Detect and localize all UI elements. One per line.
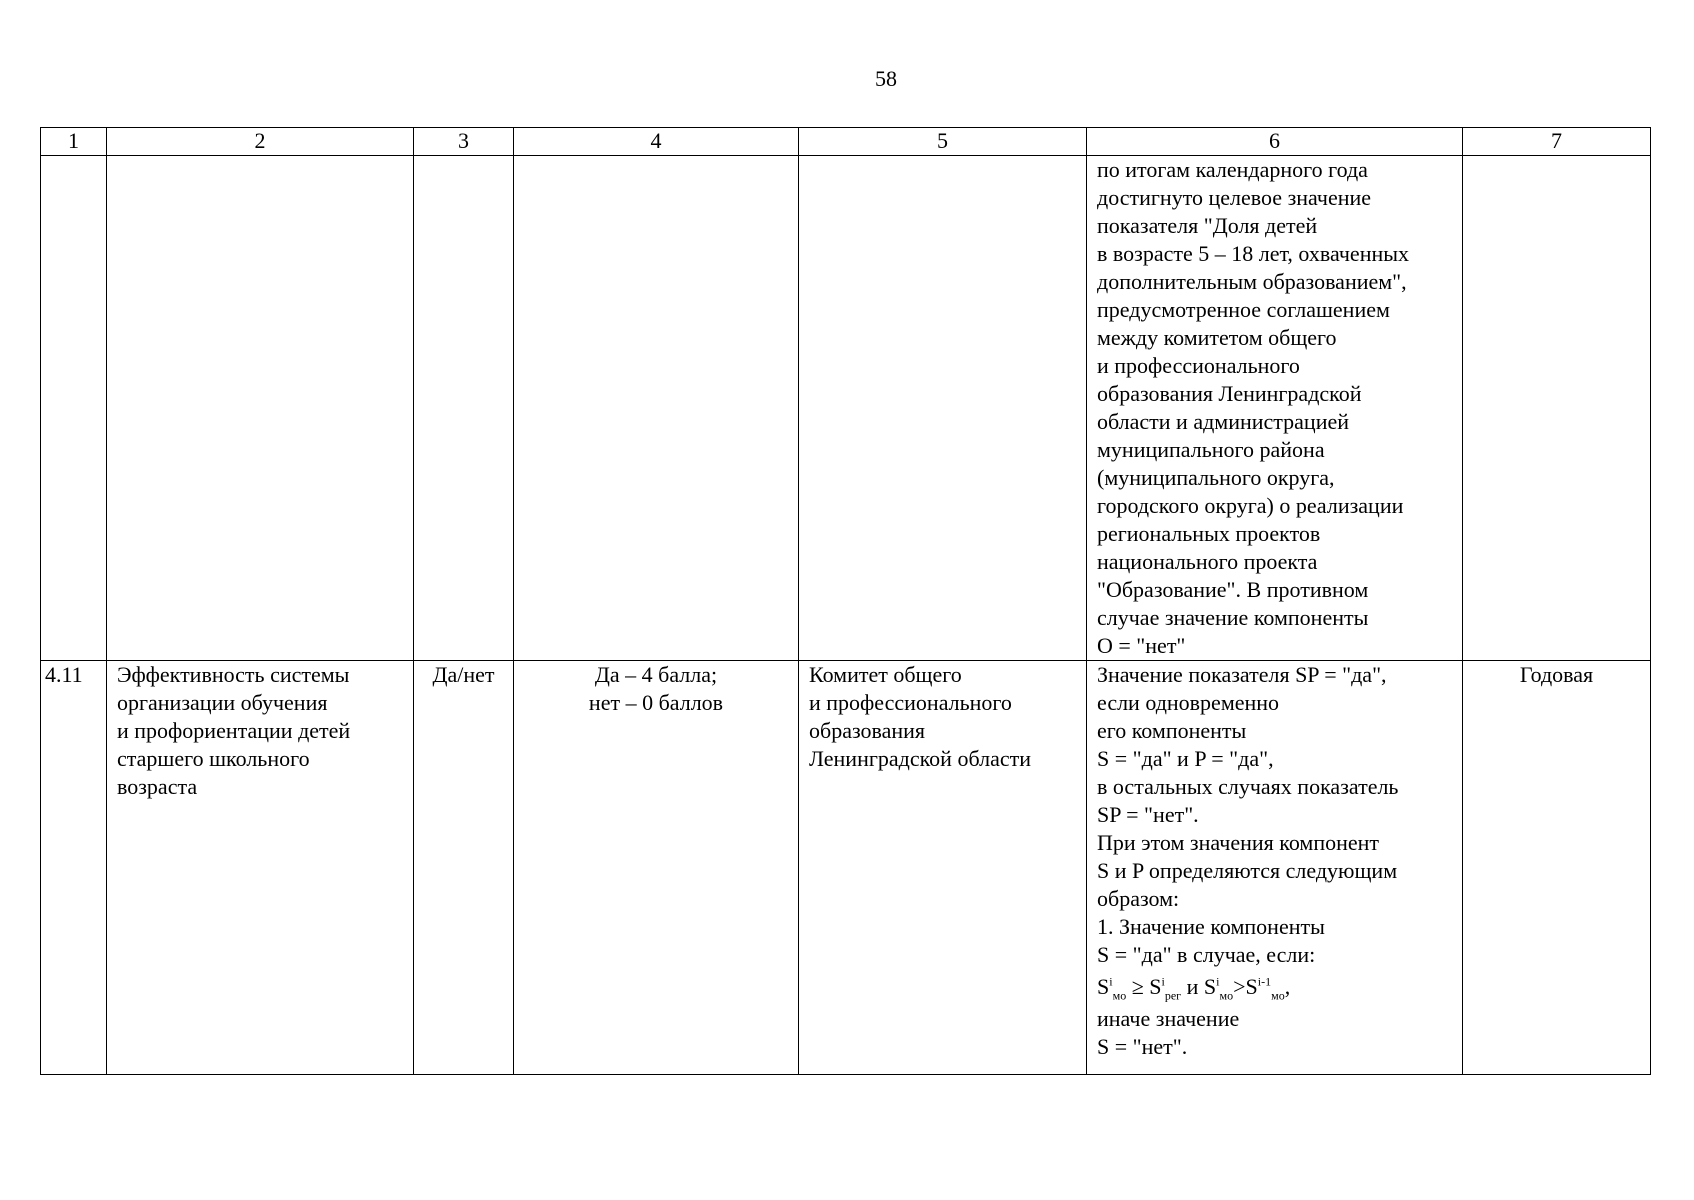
formula	[1097, 969, 1452, 1005]
method-line: городского округа) о реализации	[1097, 493, 1404, 518]
header-row	[41, 128, 1651, 156]
header-col-1: 1	[41, 128, 107, 156]
formula-sup: i	[1109, 974, 1113, 989]
formula-sup: i	[1216, 974, 1220, 989]
method-line: достигнуто целевое значение	[1097, 185, 1372, 210]
header-col-6: 6	[1087, 128, 1463, 156]
header-col-4: 4	[514, 128, 799, 156]
cell-empty-7	[1463, 156, 1651, 661]
method-line: показателя "Доля детей	[1097, 213, 1318, 238]
indicator-name-line: Эффективность системы	[117, 662, 350, 687]
method-line: национального проекта	[1097, 549, 1318, 574]
score-line: нет – 0 баллов	[588, 690, 724, 715]
method-line: дополнительным образованием",	[1097, 269, 1407, 294]
formula-and: и	[1186, 974, 1199, 999]
indicator-name-cell	[107, 661, 414, 1075]
score-cell	[514, 661, 799, 1075]
method-line: Значение показателя SP = "да",	[1097, 662, 1387, 687]
method-line: случае значение компоненты	[1097, 605, 1369, 630]
header-col-7: 7	[1463, 128, 1651, 156]
indicators-table	[40, 127, 1651, 1075]
method-line: предусмотренное соглашением	[1097, 297, 1390, 322]
formula-s: S	[1245, 974, 1258, 999]
formula-sub: мо	[1271, 988, 1285, 1003]
method-line: между комитетом общего	[1097, 325, 1337, 350]
score-line: Да – 4 балла;	[594, 662, 718, 687]
header-col-3: 3	[414, 128, 514, 156]
method-line: региональных проектов	[1097, 521, 1321, 546]
cell-empty-2	[107, 156, 414, 661]
formula-sub: рег	[1164, 988, 1182, 1003]
method-line: области и администрацией	[1097, 409, 1350, 434]
indicator-name-line: возраста	[117, 774, 198, 799]
method-line: образом:	[1097, 886, 1180, 911]
cell-empty-5	[799, 156, 1087, 661]
periodicity-cell: Годовая	[1463, 661, 1651, 1075]
continuation-method-cell	[1087, 156, 1463, 661]
header-col-5: 5	[799, 128, 1087, 156]
formula-s: S	[1097, 974, 1110, 999]
continuation-row	[41, 156, 1651, 661]
formula-comma: ,	[1284, 974, 1291, 999]
row-number: 4.11	[41, 661, 107, 1075]
unit-cell: Да/нет	[414, 661, 514, 1075]
formula-gt: >	[1233, 974, 1246, 999]
cell-empty-3	[414, 156, 514, 661]
formula-geq: ≥	[1131, 974, 1144, 999]
responsible-line: и профессионального	[809, 690, 1012, 715]
method-line: муниципального района	[1097, 437, 1325, 462]
method-line: S = "да" в случае, если:	[1097, 942, 1316, 967]
method-line: SP = "нет".	[1097, 802, 1199, 827]
method-line: О = "нет"	[1097, 633, 1186, 658]
method-line: его компоненты	[1097, 718, 1247, 743]
indicator-name-line: старшего школьного	[117, 746, 310, 771]
indicator-name-line: организации обучения	[117, 690, 328, 715]
method-line: по итогам календарного года	[1097, 157, 1368, 182]
method-line: S = "нет".	[1097, 1034, 1188, 1059]
method-line: S и P определяются следующим	[1097, 858, 1398, 883]
responsible-cell	[799, 661, 1087, 1075]
indicator-name-line: и профориентации детей	[117, 718, 351, 743]
method-cell	[1087, 661, 1463, 1075]
formula-sup: i-1	[1257, 974, 1272, 989]
row-4-11	[41, 661, 1651, 1075]
method-line: S = "да" и P = "да",	[1097, 746, 1274, 771]
method-line: образования Ленинградской	[1097, 381, 1362, 406]
method-line: в остальных случаях показатель	[1097, 774, 1399, 799]
page-number: 58	[875, 66, 897, 91]
responsible-line: Комитет общего	[809, 662, 962, 687]
formula-sup: i	[1161, 974, 1165, 989]
cell-empty-4	[514, 156, 799, 661]
method-line: (муниципального округа,	[1097, 465, 1335, 490]
formula-s: S	[1149, 974, 1162, 999]
header-col-2: 2	[107, 128, 414, 156]
responsible-line: образования	[809, 718, 926, 743]
method-line: в возрасте 5 – 18 лет, охваченных	[1097, 241, 1410, 266]
method-line: "Образование". В противном	[1097, 577, 1369, 602]
method-line: иначе значение	[1097, 1006, 1240, 1031]
formula-sub: мо	[1219, 988, 1234, 1003]
formula-s: S	[1203, 974, 1217, 999]
cell-empty-1	[41, 156, 107, 661]
method-line: При этом значения компонент	[1097, 830, 1380, 855]
method-line: если одновременно	[1097, 690, 1280, 715]
method-line: и профессионального	[1097, 353, 1300, 378]
method-line: 1. Значение компоненты	[1097, 914, 1325, 939]
formula-sub: мо	[1112, 988, 1127, 1003]
responsible-line: Ленинградской области	[809, 746, 1031, 771]
